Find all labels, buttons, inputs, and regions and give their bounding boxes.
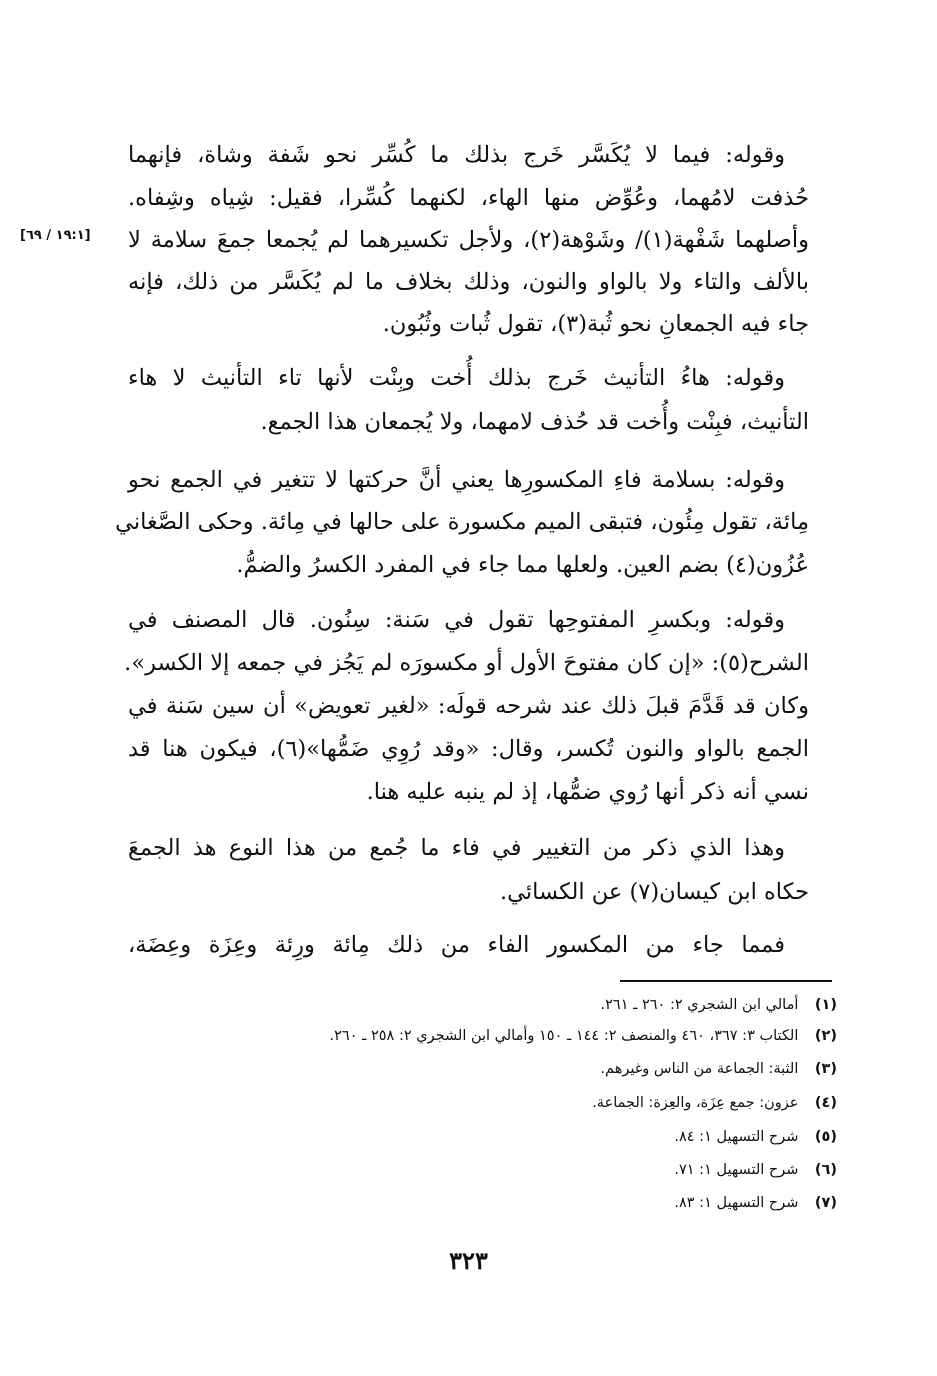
- paragraph-3-line-2: مِائة، تقول مِئُون، فتبقى الميم مكسورة على حالها في مِائة. وحكى الصَّغاني: [115, 509, 809, 535]
- footnote-text: شرح التسهيل ١: ٧١.: [674, 1162, 799, 1178]
- paragraph-1-line-2: حُذفت لامُهما، وعُوِّض منها الهاء، لكنهما كُسِّرا، فقيل: شِياه وشِفاه.: [128, 185, 809, 211]
- paragraph-4-line-5: نسي أنه ذكر أنها رُوي ضمُّها، إذ لم ينبه عليه هنا.: [366, 779, 809, 805]
- footnote-number: (٧): [814, 1195, 837, 1211]
- paragraph-4-line-2: الشرح(٥): «إن كان مفتوحَ الأول أو مكسورَه لم يَجُز في جمعه إلا الكسر».: [124, 650, 809, 676]
- paragraph-1-line-5: جاء فيه الجمعانِ نحو ثُبة(٣)، تقول ثُبات وثُبُون.: [382, 311, 809, 337]
- paragraph-3-line-1: وقوله: بسلامة فاءِ المكسورِها يعني أنَّ حركتها لا تتغير في الجمع نحو: [128, 467, 785, 493]
- footnote-number: (٦): [814, 1162, 837, 1178]
- paragraph-1-line-3: وأصلهما شَفْهة(١)/ وشَوْهة(٢)، ولأجل تكسيرهما لم يُجمعا جمعَ سلامة لا: [128, 227, 809, 253]
- paragraph-5-line-2: حكاه ابن كيسان(٧) عن الكسائي.: [499, 879, 809, 905]
- paragraph-4-line-1: وقوله: وبكسرِ المفتوحِها تقول في سَنة: سِنُون. قال المصنف في: [128, 607, 785, 633]
- footnote-text: عزون: جمع عِزَة، والعِزة: الجماعة.: [592, 1095, 799, 1111]
- footnote-6: [674, 1157, 837, 1183]
- paragraph-3-line-3: عُزُون(٤) بضم العين. ولعلها مما جاء في المفرد الكسرُ والضمُّ.: [236, 552, 809, 578]
- page-number: ٣٢٣: [449, 1246, 488, 1275]
- paragraph-4-line-3: وكان قد قَدَّمَ قبلَ ذلك عند شرحه قولَه: «لغير تعويض» أن سين سَنة في: [128, 693, 809, 719]
- footnote-separator: [620, 980, 832, 982]
- footnote-2: [330, 1023, 837, 1049]
- footnote-text: شرح التسهيل ١: ٨٤.: [674, 1129, 799, 1145]
- footnote-text: الثبة: الجماعة من الناس وغيرهم.: [600, 1061, 799, 1077]
- paragraph-2-line-1: وقوله: هاءُ التأنيث خَرج بذلك أُخت وبِنْت لأنها تاء التأنيث لا هاء: [128, 365, 785, 391]
- footnote-1: [601, 992, 837, 1018]
- footnote-4: [592, 1090, 837, 1116]
- paragraph-1-line-1: وقوله: فيما لا يُكَسَّر خَرج بذلك ما كُسِّر نحو شَفة وشاة، فإنهما: [128, 142, 785, 168]
- footnote-text: أمالي ابن الشجري ٢: ٢٦٠ ـ ٢٦١.: [600, 997, 799, 1013]
- footnote-5: [674, 1124, 837, 1150]
- footnote-number: (٤): [814, 1095, 837, 1111]
- footnote-3: [600, 1056, 837, 1082]
- paragraph-4-line-4: الجمع بالواو والنون تُكسر، وقال: «وقد رُوِي ضَمُّها»(٦)، فيكون هنا قد: [128, 736, 809, 762]
- margin-page-reference: [١٩:١ / ٦٩]: [20, 228, 91, 243]
- footnote-number: (٣): [814, 1061, 837, 1077]
- footnote-number: (٥): [814, 1129, 837, 1145]
- footnote-7: [674, 1190, 837, 1216]
- footnote-number: (٢): [814, 1028, 837, 1044]
- paragraph-5-line-1: وهذا الذي ذكر من التغيير في فاء ما جُمع من هذا النوع هذ الجمعَ: [128, 835, 785, 861]
- paragraph-6-line-1: فمما جاء من المكسور الفاء من ذلك مِائة ورِئة وعِزَة وعِضَة،: [128, 932, 785, 958]
- footnote-text: شرح التسهيل ١: ٨٣.: [674, 1195, 799, 1211]
- paragraph-1-line-4: بالألف والتاء ولا بالواو والنون، وذلك بخلاف ما لم يُكَسَّر من ذلك، فإنه: [128, 269, 809, 295]
- footnote-text: الكتاب ٣: ٣٦٧، ٤٦٠ والمنصف ٢: ١٤٤ ـ ١٥٠ وأمالي ابن الشجري ٢: ٢٥٨ ـ ٢٦٠.: [329, 1028, 799, 1044]
- paragraph-2-line-2: التأنيث، فبِنْت وأُخت قد حُذف لامهما، ولا يُجمعان هذا الجمع.: [260, 409, 809, 435]
- footnote-number: (١): [814, 997, 837, 1013]
